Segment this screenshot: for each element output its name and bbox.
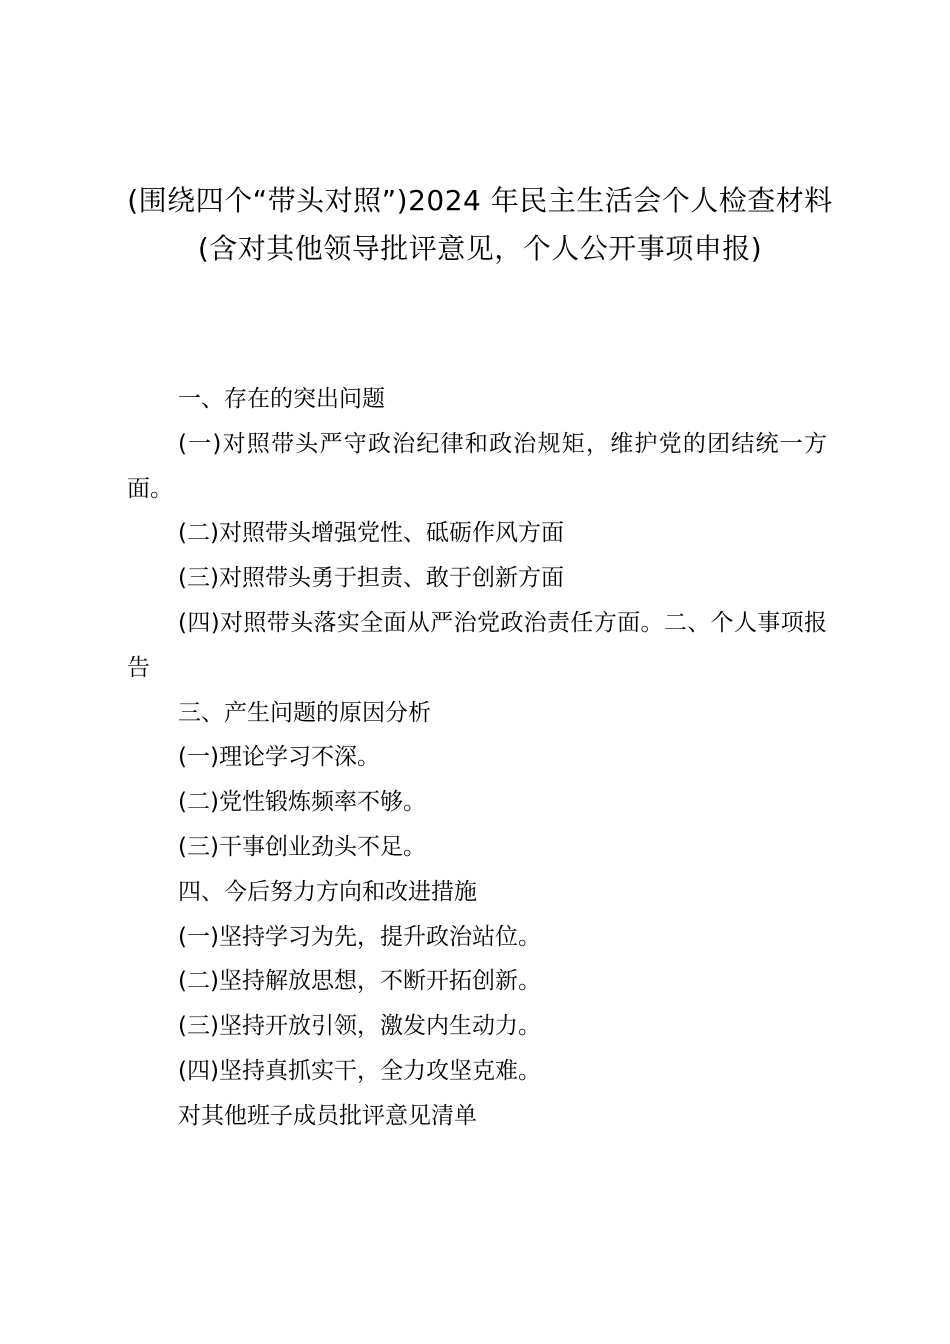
document-title-line-1: (围绕四个“带头对照”)2024 年民主生活会个人检查材料 bbox=[127, 184, 833, 217]
paragraph-item: (三)对照带头勇于担责、敢于创新方面 bbox=[178, 565, 564, 592]
paragraph-item: (二)对照带头增强党性、砥砺作风方面 bbox=[178, 520, 564, 547]
document-title-line-2: (含对其他领导批评意见，个人公开事项申报) bbox=[197, 232, 763, 265]
paragraph-item: (一)坚持学习为先，提升政治站位。 bbox=[178, 923, 541, 950]
paragraph-item: (四)对照带头落实全面从严治党政治责任方面。二、个人事项报告 bbox=[127, 609, 827, 681]
paragraph-item: (一)对照带头严守政治纪律和政治规矩，维护党的团结统一方面。 bbox=[127, 430, 827, 502]
paragraph-item: (三)干事创业劲头不足。 bbox=[178, 833, 426, 860]
section-heading-causes: 三、产生问题的原因分析 bbox=[178, 699, 431, 726]
paragraph-item: (四)坚持真抓实干，全力攻坚克难。 bbox=[178, 1057, 541, 1084]
section-heading-problems: 一、存在的突出问题 bbox=[178, 386, 385, 412]
paragraph-item: (二)坚持解放思想，不断开拓创新。 bbox=[178, 968, 541, 995]
section-heading-criticism-list: 对其他班子成员批评意见清单 bbox=[178, 1102, 477, 1129]
paragraph-item: (三)坚持开放引领，激发内生动力。 bbox=[178, 1013, 541, 1040]
paragraph-item: (二)党性锻炼频率不够。 bbox=[178, 789, 426, 816]
document-body bbox=[127, 377, 827, 1139]
paragraph-item: (一)理论学习不深。 bbox=[178, 744, 380, 771]
section-heading-measures: 四、今后努力方向和改进措施 bbox=[178, 878, 477, 905]
